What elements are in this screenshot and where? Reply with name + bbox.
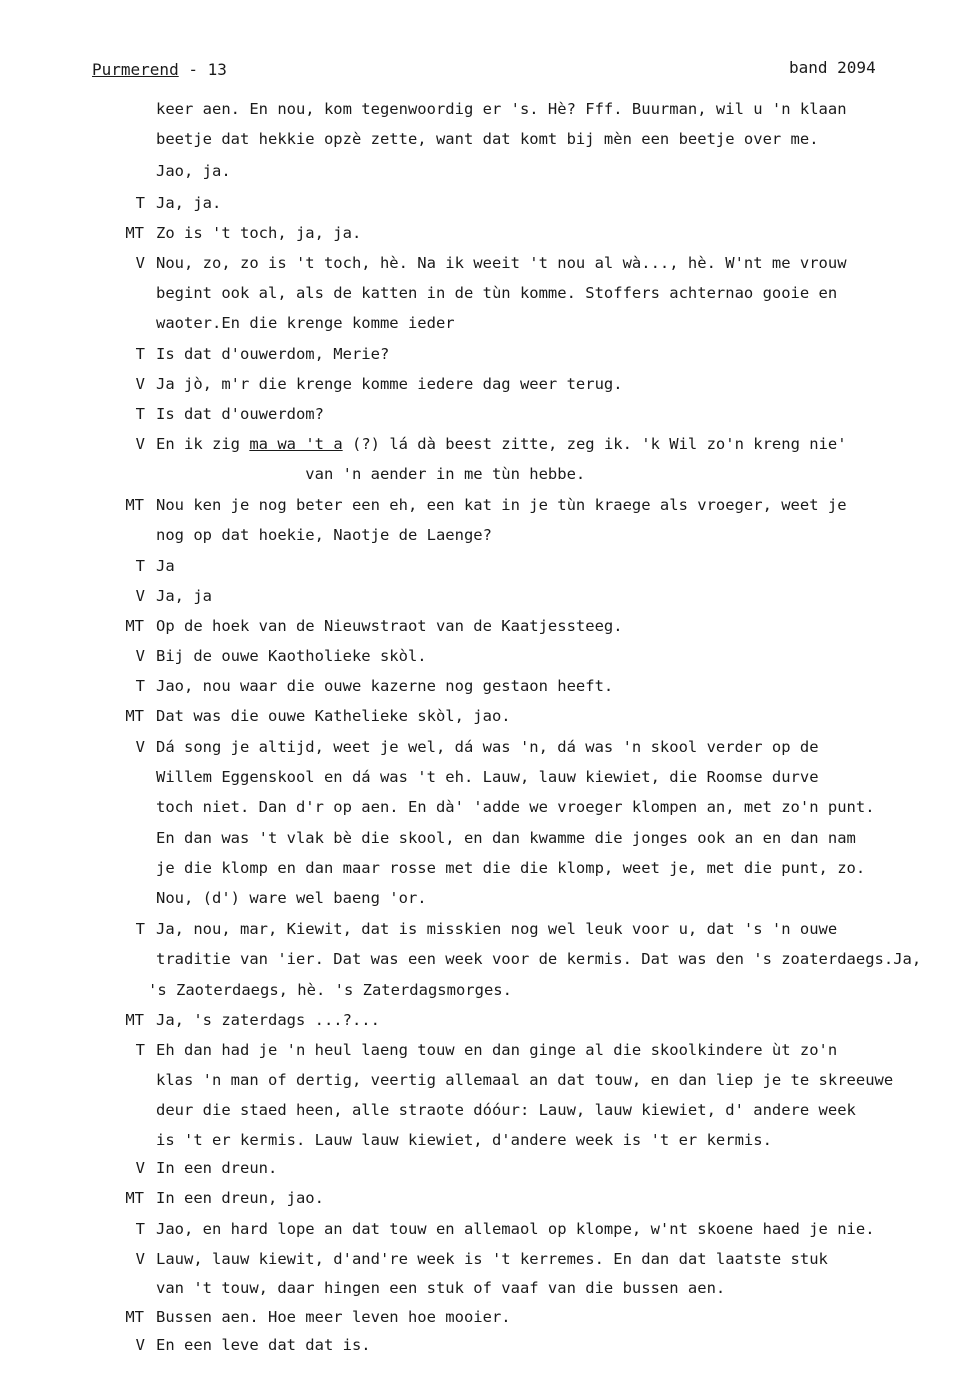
speaker-label: V	[135, 1159, 145, 1177]
line-text-main: deur die staed heen, alle straote dóóur: Lauw, lauw kiewiet, d' andere week	[156, 1101, 856, 1119]
speaker-label: V	[135, 647, 145, 665]
speaker-label: T	[135, 1041, 145, 1059]
speaker-label: V	[135, 738, 145, 756]
transcript-line	[0, 1039, 979, 1061]
line-text	[156, 675, 613, 697]
transcript-line	[0, 766, 979, 788]
line-text-main: Nou, (d') ware wel baeng 'or.	[156, 889, 427, 907]
transcript-line	[0, 1218, 979, 1240]
line-text-main: van 'n aender in me tùn hebbe.	[156, 465, 586, 483]
transcript-line	[0, 1306, 979, 1328]
line-text-main: waoter.En die krenge komme ieder	[156, 314, 455, 332]
page-number: 13	[207, 60, 227, 79]
transcript-line	[0, 1009, 979, 1031]
transcript-line	[0, 887, 979, 909]
speaker-label: T	[135, 194, 145, 212]
speaker-label: T	[135, 920, 145, 938]
line-text-main: Ja, ja.	[156, 194, 222, 212]
line-text-main: van 't touw, daar hingen een stuk of vaaf van die bussen aen.	[156, 1279, 726, 1297]
line-text	[156, 128, 819, 150]
transcript-line	[0, 192, 979, 214]
line-text	[156, 1039, 837, 1061]
line-text	[156, 736, 819, 758]
line-text	[156, 222, 361, 244]
line-text-main: En ik zig	[156, 435, 250, 453]
transcript-line	[0, 1099, 979, 1121]
transcript-line	[0, 524, 979, 546]
transcript-line	[0, 343, 979, 365]
line-text-main: Nou ken je nog beter een eh, een kat in je tùn kraege als vroeger, weet je	[156, 496, 847, 514]
band-number: band 2094	[789, 58, 876, 77]
line-text-main: Bij de ouwe Kaotholieke skòl.	[156, 647, 427, 665]
line-text	[156, 1157, 277, 1179]
line-text-main: Ja jò, m'r die krenge komme iedere dag weer terug.	[156, 375, 623, 393]
line-text-main: Nou, zo, zo is 't toch, hè. Na ik weeit 't nou al wà..., hè. W'nt me vrouw	[156, 254, 847, 272]
line-text	[156, 887, 427, 909]
line-text	[148, 979, 512, 1001]
transcript-line	[0, 979, 979, 1001]
line-text	[156, 827, 856, 849]
line-text	[156, 796, 875, 818]
line-text	[156, 918, 837, 940]
line-text-main: Dá song je altijd, weet je wel, dá was 'n, dá was 'n skool verder op de	[156, 738, 819, 756]
line-text-main: Ja, ja	[156, 587, 212, 605]
transcript-line	[0, 98, 979, 120]
line-text-main: nog op dat hoekie, Naotje de Laenge?	[156, 526, 492, 544]
speaker-label: T	[135, 345, 145, 363]
transcript-line	[0, 918, 979, 940]
line-text	[156, 373, 623, 395]
line-text	[156, 403, 324, 425]
speaker-label: T	[135, 557, 145, 575]
speaker-label: V	[135, 435, 145, 453]
transcript-line	[0, 373, 979, 395]
line-text	[156, 645, 427, 667]
speaker-label: V	[135, 375, 145, 393]
line-text	[156, 160, 231, 182]
line-text-main: traditie van 'ier. Dat was een week voor de kermis. Dat was den 's zoaterdaegs.Ja,	[156, 950, 922, 968]
transcript-line	[0, 1157, 979, 1179]
line-text	[156, 1129, 772, 1151]
line-text-main: beetje dat hekkie opzè zette, want dat komt bij mèn een beetje over me.	[156, 130, 819, 148]
transcript-line	[0, 312, 979, 334]
line-text-main: Zo is 't toch, ja, ja.	[156, 224, 362, 242]
transcript-line	[0, 1129, 979, 1151]
line-text-main: Ja, nou, mar, Kiewit, dat is misskien nog wel leuk voor u, dat 's 'n ouwe	[156, 920, 838, 938]
line-text	[156, 948, 921, 970]
speaker-label: T	[135, 1220, 145, 1238]
speaker-label: MT	[125, 224, 144, 242]
line-text	[156, 1009, 380, 1031]
speaker-label: V	[135, 1250, 145, 1268]
line-text	[156, 1334, 371, 1356]
transcript-line	[0, 675, 979, 697]
line-text-main: Lauw, lauw kiewit, d'and're week is 't kerremes. En dan dat laatste stuk	[156, 1250, 828, 1268]
line-text-main: Op de hoek van de Nieuwstraot van de Kaatjessteeg.	[156, 617, 623, 635]
line-text	[156, 705, 511, 727]
line-text	[156, 555, 175, 577]
line-text	[156, 1218, 875, 1240]
line-text	[156, 343, 389, 365]
line-text-main: toch niet. Dan d'r op aen. En dà' 'adde we vroeger klompen an, met zo'n punt.	[156, 798, 875, 816]
line-text-main: Jao, ja.	[156, 162, 231, 180]
header-separator: -	[178, 60, 208, 79]
line-text-main: In een dreun, jao.	[156, 1189, 324, 1207]
line-text-main: 's Zaoterdaegs, hè. 's Zaterdagsmorges.	[148, 981, 512, 999]
transcript-line	[0, 1187, 979, 1209]
speaker-label: MT	[125, 617, 144, 635]
speaker-label: T	[135, 405, 145, 423]
line-text	[156, 312, 455, 334]
transcript-line	[0, 1277, 979, 1299]
speaker-label: V	[135, 1336, 145, 1354]
speaker-label: T	[135, 677, 145, 695]
line-text	[156, 1277, 725, 1299]
line-text	[156, 524, 492, 546]
transcript-line	[0, 252, 979, 274]
transcript-line	[0, 615, 979, 637]
page-header-left	[92, 60, 227, 79]
transcript-line	[0, 160, 979, 182]
speaker-label: MT	[125, 1011, 144, 1029]
transcript-line	[0, 1248, 979, 1270]
line-text-rest: (?) lá dà beest zitte, zeg ik. 'k Wil zo'n kreng nie'	[342, 435, 847, 453]
line-text-main: Is dat d'ouwerdom, Merie?	[156, 345, 390, 363]
speaker-label: MT	[125, 496, 144, 514]
line-text	[156, 615, 623, 637]
transcript-line	[0, 736, 979, 758]
line-text-main: is 't er kermis. Lauw lauw kiewiet, d'andere week is 't er kermis.	[156, 1131, 772, 1149]
line-text	[156, 766, 819, 788]
line-text	[156, 1099, 856, 1121]
line-text	[156, 585, 212, 607]
transcript-line	[0, 555, 979, 577]
line-text-main: Dat was die ouwe Kathelieke skòl, jao.	[156, 707, 511, 725]
line-text	[156, 1187, 324, 1209]
transcript-line	[0, 1069, 979, 1091]
underlined-uncertain-text: ma wa 't a	[249, 435, 343, 453]
speaker-label: MT	[125, 1189, 144, 1207]
transcript-line	[0, 494, 979, 516]
line-text-main: keer aen. En nou, kom tegenwoordig er 's. Hè? Fff. Buurman, wil u 'n klaan	[156, 100, 847, 118]
line-text-main: Is dat d'ouwerdom?	[156, 405, 324, 423]
line-text	[156, 494, 847, 516]
line-text-main: Willem Eggenskool en dá was 't eh. Lauw, lauw kiewiet, die Roomse durve	[156, 768, 819, 786]
line-text-main: In een dreun.	[156, 1159, 278, 1177]
line-text-main: En een leve dat dat is.	[156, 1336, 371, 1354]
line-text	[156, 1248, 828, 1270]
line-text	[156, 98, 847, 120]
transcript-line	[0, 705, 979, 727]
line-text	[156, 463, 585, 485]
transcript-line	[0, 857, 979, 879]
speaker-label: V	[135, 254, 145, 272]
line-text	[156, 192, 221, 214]
speaker-label: MT	[125, 707, 144, 725]
line-text-main: klas 'n man of dertig, veertig allemaal an dat touw, en dan liep je te skreeuwe	[156, 1071, 894, 1089]
line-text-main: Jao, en hard lope an dat touw en allemaol op klompe, w'nt skoene haed je nie.	[156, 1220, 875, 1238]
transcript-line	[0, 585, 979, 607]
speaker-label: MT	[125, 1308, 144, 1326]
transcript-line	[0, 128, 979, 150]
transcript-line	[0, 796, 979, 818]
transcript-line	[0, 282, 979, 304]
line-text-main: Jao, nou waar die ouwe kazerne nog gestaon heeft.	[156, 677, 614, 695]
line-text	[156, 1306, 511, 1328]
line-text-main: Ja, 's zaterdags ...?...	[156, 1011, 380, 1029]
line-text-main: begint ook al, als de katten in de tùn komme. Stoffers achternao gooie en	[156, 284, 838, 302]
transcript-line	[0, 403, 979, 425]
line-text	[156, 433, 847, 455]
line-text	[156, 1069, 893, 1091]
transcript-line	[0, 222, 979, 244]
line-text	[156, 857, 865, 879]
line-text	[156, 252, 847, 274]
transcript-line	[0, 463, 979, 485]
line-text-main: je die klomp en dan maar rosse met die die klomp, weet je, met die punt, zo.	[156, 859, 866, 877]
line-text-main: Ja	[156, 557, 175, 575]
line-text	[156, 282, 837, 304]
transcript-line	[0, 827, 979, 849]
transcript-line	[0, 433, 979, 455]
speaker-label: V	[135, 587, 145, 605]
transcript-line	[0, 645, 979, 667]
transcript-line	[0, 948, 979, 970]
line-text-main: En dan was 't vlak bè die skool, en dan kwamme die jonges ook an en dan nam	[156, 829, 856, 847]
transcript-line	[0, 1334, 979, 1356]
line-text-main: Eh dan had je 'n heul laeng touw en dan ginge al die skoolkindere ùt zo'n	[156, 1041, 838, 1059]
place-name: Purmerend	[92, 60, 179, 79]
line-text-main: Bussen aen. Hoe meer leven hoe mooier.	[156, 1308, 511, 1326]
